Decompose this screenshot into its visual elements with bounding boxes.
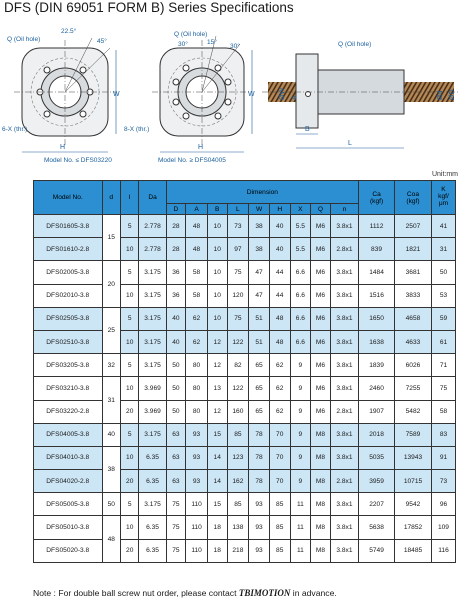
cell-n: 3.8x1 bbox=[330, 423, 358, 446]
cell-k: 109 bbox=[431, 516, 455, 539]
cell-i: 5 bbox=[120, 354, 138, 377]
cell-A: 80 bbox=[186, 400, 208, 423]
cell-B: 18 bbox=[207, 516, 227, 539]
cell-da: 3.175 bbox=[139, 493, 166, 516]
cell-B: 10 bbox=[207, 238, 227, 261]
cell-L: 162 bbox=[227, 470, 249, 493]
cell-i: 10 bbox=[120, 446, 138, 469]
cell-Q: M8 bbox=[311, 539, 331, 562]
footer-note bbox=[33, 588, 337, 598]
dim-h-left: H bbox=[60, 144, 66, 151]
cell-W: 78 bbox=[249, 470, 270, 493]
cell-ca: 1112 bbox=[359, 215, 395, 238]
cell-d: 48 bbox=[102, 516, 120, 562]
cell-D: 36 bbox=[166, 261, 186, 284]
cell-i: 10 bbox=[120, 238, 138, 261]
cell-i: 10 bbox=[120, 284, 138, 307]
cell-coa: 6026 bbox=[395, 354, 432, 377]
cell-D: 50 bbox=[166, 354, 186, 377]
cell-W: 38 bbox=[249, 215, 270, 238]
cell-L: 138 bbox=[227, 516, 249, 539]
cell-Q: M6 bbox=[311, 215, 331, 238]
cell-d: 20 bbox=[102, 261, 120, 307]
cell-X: 5.5 bbox=[290, 238, 311, 261]
cell-B: 10 bbox=[207, 261, 227, 284]
cell-A: 62 bbox=[186, 307, 208, 330]
cell-n: 3.8x1 bbox=[330, 539, 358, 562]
cell-L: 218 bbox=[227, 539, 249, 562]
cell-L: 85 bbox=[227, 493, 249, 516]
cell-model: DFS02505-3.8 bbox=[34, 307, 103, 330]
header-ca: Ca (kgf) bbox=[359, 181, 395, 215]
cell-Q: M6 bbox=[311, 354, 331, 377]
cell-da: 3.175 bbox=[139, 261, 166, 284]
cell-H: 70 bbox=[269, 446, 290, 469]
unit-label: Unit:mm bbox=[431, 171, 458, 178]
cell-D: 75 bbox=[166, 493, 186, 516]
cell-D: 40 bbox=[166, 307, 186, 330]
cell-L: 85 bbox=[227, 423, 249, 446]
cell-k: 71 bbox=[431, 354, 455, 377]
oil-hole-label-right: Q (Oil hole) bbox=[338, 41, 372, 48]
cell-X: 6.6 bbox=[290, 261, 311, 284]
cell-k: 75 bbox=[431, 377, 455, 400]
cell-k: 59 bbox=[431, 307, 455, 330]
cell-L: 97 bbox=[227, 238, 249, 261]
cell-model: DFS03205-3.8 bbox=[34, 354, 103, 377]
cell-coa: 18485 bbox=[395, 539, 432, 562]
header-da: Da bbox=[139, 181, 166, 215]
cell-model: DFS02510-3.8 bbox=[34, 330, 103, 353]
cell-B: 14 bbox=[207, 446, 227, 469]
cell-coa: 10715 bbox=[395, 470, 432, 493]
cell-da: 3.175 bbox=[139, 330, 166, 353]
cell-Q: M6 bbox=[311, 284, 331, 307]
cell-H: 44 bbox=[269, 261, 290, 284]
cell-D: 40 bbox=[166, 330, 186, 353]
cell-model: DFS01610-2.8 bbox=[34, 238, 103, 261]
cell-da: 6.35 bbox=[139, 539, 166, 562]
cell-Q: M6 bbox=[311, 400, 331, 423]
page-title: DFS (DIN 69051 FORM B) Series Specifications bbox=[4, 0, 294, 15]
cell-A: 110 bbox=[186, 493, 208, 516]
cell-d: 38 bbox=[102, 446, 120, 492]
cell-D: 50 bbox=[166, 400, 186, 423]
cell-da: 3.175 bbox=[139, 307, 166, 330]
cell-W: 38 bbox=[249, 238, 270, 261]
cell-Q: M6 bbox=[311, 238, 331, 261]
cell-X: 11 bbox=[290, 493, 311, 516]
header-D: D bbox=[166, 204, 186, 215]
cell-i: 20 bbox=[120, 470, 138, 493]
dim-l: L bbox=[348, 140, 352, 147]
cell-Q: M8 bbox=[311, 493, 331, 516]
cell-da: 3.175 bbox=[139, 423, 166, 446]
cell-A: 62 bbox=[186, 330, 208, 353]
cell-ca: 1839 bbox=[359, 354, 395, 377]
cell-i: 5 bbox=[120, 493, 138, 516]
cell-B: 15 bbox=[207, 423, 227, 446]
cell-Q: M6 bbox=[311, 330, 331, 353]
cell-Q: M6 bbox=[311, 307, 331, 330]
oil-hole-label-middle: Q (Oil hole) bbox=[174, 31, 208, 38]
cell-model: DFS05010-3.8 bbox=[34, 516, 103, 539]
cell-d: 15 bbox=[102, 215, 120, 261]
note-suffix: in advance. bbox=[290, 588, 337, 598]
table-row bbox=[34, 215, 456, 238]
cell-B: 18 bbox=[207, 539, 227, 562]
cell-k: 58 bbox=[431, 400, 455, 423]
cell-W: 65 bbox=[249, 354, 270, 377]
cell-H: 40 bbox=[269, 215, 290, 238]
cell-X: 9 bbox=[290, 446, 311, 469]
header-A: A bbox=[186, 204, 208, 215]
oil-hole-label-left: Q (Oil hole) bbox=[7, 36, 41, 43]
cell-B: 10 bbox=[207, 215, 227, 238]
cell-k: 53 bbox=[431, 284, 455, 307]
dim-b: B bbox=[305, 126, 310, 133]
cell-coa: 13943 bbox=[395, 446, 432, 469]
cell-H: 85 bbox=[269, 493, 290, 516]
table-row bbox=[34, 354, 456, 377]
cell-d: 31 bbox=[102, 377, 120, 423]
cell-n: 3.8x1 bbox=[330, 354, 358, 377]
cell-model: DFS05005-3.8 bbox=[34, 493, 103, 516]
cell-A: 80 bbox=[186, 354, 208, 377]
cell-L: 75 bbox=[227, 261, 249, 284]
cell-d: 50 bbox=[102, 493, 120, 516]
cell-coa: 5482 bbox=[395, 400, 432, 423]
header-B: B bbox=[207, 204, 227, 215]
cell-W: 78 bbox=[249, 446, 270, 469]
cell-k: 83 bbox=[431, 423, 455, 446]
cell-A: 93 bbox=[186, 446, 208, 469]
header-d: d bbox=[102, 181, 120, 215]
flange-view-middle bbox=[124, 31, 255, 164]
header-k: K kgf/ μm bbox=[431, 181, 455, 215]
dim-dia-d-small: Ød bbox=[437, 90, 444, 100]
cell-ca: 2207 bbox=[359, 493, 395, 516]
cell-X: 6.6 bbox=[290, 330, 311, 353]
cell-k: 61 bbox=[431, 330, 455, 353]
cell-B: 12 bbox=[207, 330, 227, 353]
table-row bbox=[34, 330, 456, 353]
cell-W: 47 bbox=[249, 284, 270, 307]
table-row bbox=[34, 423, 456, 446]
cell-i: 10 bbox=[120, 330, 138, 353]
cell-H: 62 bbox=[269, 400, 290, 423]
cell-A: 48 bbox=[186, 215, 208, 238]
cell-k: 91 bbox=[431, 446, 455, 469]
cell-Q: M8 bbox=[311, 470, 331, 493]
cell-X: 6.6 bbox=[290, 284, 311, 307]
cell-H: 44 bbox=[269, 284, 290, 307]
cell-i: 5 bbox=[120, 423, 138, 446]
cell-da: 6.35 bbox=[139, 516, 166, 539]
dim-w-left: W bbox=[113, 91, 120, 98]
cell-i: 5 bbox=[120, 307, 138, 330]
note-prefix: Note : For double ball screw nut order, please contact bbox=[33, 588, 239, 598]
cell-Q: M6 bbox=[311, 261, 331, 284]
cell-da: 6.35 bbox=[139, 446, 166, 469]
cell-X: 6.6 bbox=[290, 307, 311, 330]
specification-table bbox=[33, 180, 456, 563]
cell-W: 65 bbox=[249, 400, 270, 423]
cell-D: 63 bbox=[166, 446, 186, 469]
dim-a: A bbox=[291, 95, 298, 100]
cell-Q: M8 bbox=[311, 446, 331, 469]
cell-k: 96 bbox=[431, 493, 455, 516]
cell-X: 9 bbox=[290, 354, 311, 377]
table-row bbox=[34, 307, 456, 330]
cell-n: 3.8x1 bbox=[330, 446, 358, 469]
cell-D: 50 bbox=[166, 377, 186, 400]
cell-X: 9 bbox=[290, 423, 311, 446]
cell-ca: 5035 bbox=[359, 446, 395, 469]
table-row bbox=[34, 400, 456, 423]
thread-label-middle: 8-X (thr.) bbox=[124, 126, 150, 133]
cell-n: 2.8x1 bbox=[330, 470, 358, 493]
cell-k: 41 bbox=[431, 215, 455, 238]
cell-da: 3.969 bbox=[139, 377, 166, 400]
cell-n: 3.8x1 bbox=[330, 215, 358, 238]
cell-model: DFS02005-3.8 bbox=[34, 261, 103, 284]
cell-B: 10 bbox=[207, 307, 227, 330]
flange-view-left bbox=[2, 27, 120, 164]
table-row bbox=[34, 446, 456, 469]
cell-D: 63 bbox=[166, 423, 186, 446]
cell-n: 2.8x1 bbox=[330, 238, 358, 261]
cell-model: DFS04005-3.8 bbox=[34, 423, 103, 446]
cell-coa: 17852 bbox=[395, 516, 432, 539]
cell-L: 120 bbox=[227, 284, 249, 307]
cell-n: 2.8x1 bbox=[330, 400, 358, 423]
cell-ca: 2460 bbox=[359, 377, 395, 400]
cell-model: DFS04010-3.8 bbox=[34, 446, 103, 469]
cell-H: 70 bbox=[269, 470, 290, 493]
cell-model: DFS02010-3.8 bbox=[34, 284, 103, 307]
cell-H: 62 bbox=[269, 377, 290, 400]
cell-D: 75 bbox=[166, 516, 186, 539]
cell-H: 62 bbox=[269, 354, 290, 377]
table-row bbox=[34, 493, 456, 516]
header-W: W bbox=[249, 204, 270, 215]
cell-coa: 4658 bbox=[395, 307, 432, 330]
angle-2-middle: 15° bbox=[207, 39, 217, 46]
cell-ca: 1638 bbox=[359, 330, 395, 353]
cell-model: DFS05020-3.8 bbox=[34, 539, 103, 562]
cell-X: 11 bbox=[290, 516, 311, 539]
cell-k: 116 bbox=[431, 539, 455, 562]
cell-da: 6.35 bbox=[139, 470, 166, 493]
cell-W: 78 bbox=[249, 423, 270, 446]
cell-i: 10 bbox=[120, 377, 138, 400]
cell-k: 31 bbox=[431, 238, 455, 261]
cell-n: 3.8x1 bbox=[330, 307, 358, 330]
cell-H: 85 bbox=[269, 539, 290, 562]
cell-ca: 2018 bbox=[359, 423, 395, 446]
cell-W: 47 bbox=[249, 261, 270, 284]
header-dimension: Dimension bbox=[166, 181, 358, 204]
cell-A: 58 bbox=[186, 261, 208, 284]
cell-B: 14 bbox=[207, 470, 227, 493]
cell-L: 122 bbox=[227, 330, 249, 353]
cell-D: 36 bbox=[166, 284, 186, 307]
cell-ca: 5638 bbox=[359, 516, 395, 539]
cell-coa: 2507 bbox=[395, 215, 432, 238]
cell-B: 15 bbox=[207, 493, 227, 516]
cell-X: 11 bbox=[290, 539, 311, 562]
cell-Q: M6 bbox=[311, 377, 331, 400]
cell-n: 3.8x1 bbox=[330, 261, 358, 284]
cell-model: DFS04020-2.8 bbox=[34, 470, 103, 493]
cell-L: 82 bbox=[227, 354, 249, 377]
cell-X: 9 bbox=[290, 400, 311, 423]
cell-W: 93 bbox=[249, 493, 270, 516]
cell-X: 5.5 bbox=[290, 215, 311, 238]
cell-W: 93 bbox=[249, 516, 270, 539]
cell-X: 9 bbox=[290, 377, 311, 400]
cell-n: 3.8x1 bbox=[330, 330, 358, 353]
cell-L: 73 bbox=[227, 215, 249, 238]
cell-i: 5 bbox=[120, 215, 138, 238]
cell-ca: 3959 bbox=[359, 470, 395, 493]
cell-coa: 9542 bbox=[395, 493, 432, 516]
cell-ca: 1484 bbox=[359, 261, 395, 284]
cell-H: 70 bbox=[269, 423, 290, 446]
cell-n: 3.8x1 bbox=[330, 377, 358, 400]
cell-W: 51 bbox=[249, 330, 270, 353]
cell-ca: 1907 bbox=[359, 400, 395, 423]
header-Q: Q bbox=[311, 204, 331, 215]
header-n: n bbox=[330, 204, 358, 215]
cell-d: 32 bbox=[102, 354, 120, 377]
angle-1-left: 22.5° bbox=[61, 28, 77, 35]
dim-h-middle: H bbox=[198, 144, 204, 151]
cell-A: 110 bbox=[186, 539, 208, 562]
cell-H: 40 bbox=[269, 238, 290, 261]
cell-B: 10 bbox=[207, 284, 227, 307]
cell-coa: 3833 bbox=[395, 284, 432, 307]
cell-da: 3.175 bbox=[139, 284, 166, 307]
table-row bbox=[34, 377, 456, 400]
cell-ca: 839 bbox=[359, 238, 395, 261]
header-coa: Coa (kgf) bbox=[395, 181, 432, 215]
cell-D: 63 bbox=[166, 470, 186, 493]
cell-i: 10 bbox=[120, 516, 138, 539]
cell-da: 3.969 bbox=[139, 400, 166, 423]
cell-i: 20 bbox=[120, 400, 138, 423]
cell-model: DFS01605-3.8 bbox=[34, 215, 103, 238]
table-row bbox=[34, 261, 456, 284]
cell-coa: 7255 bbox=[395, 377, 432, 400]
header-H: H bbox=[269, 204, 290, 215]
cell-n: 3.8x1 bbox=[330, 493, 358, 516]
cell-H: 48 bbox=[269, 307, 290, 330]
cell-model: DFS03210-3.8 bbox=[34, 377, 103, 400]
cell-d: 25 bbox=[102, 307, 120, 353]
cell-i: 5 bbox=[120, 261, 138, 284]
header-X: X bbox=[290, 204, 311, 215]
note-brand: TBIMOTION bbox=[238, 588, 291, 598]
table-row bbox=[34, 516, 456, 539]
header-model: Model No. bbox=[34, 181, 103, 215]
header-i: I bbox=[120, 181, 138, 215]
cell-W: 65 bbox=[249, 377, 270, 400]
cell-Q: M8 bbox=[311, 423, 331, 446]
cell-A: 93 bbox=[186, 470, 208, 493]
angle-2-left: 45° bbox=[97, 38, 107, 45]
cell-A: 80 bbox=[186, 377, 208, 400]
angle-1-middle: 30° bbox=[178, 41, 188, 48]
cell-L: 160 bbox=[227, 400, 249, 423]
cell-model: DFS03220-2.8 bbox=[34, 400, 103, 423]
cell-A: 93 bbox=[186, 423, 208, 446]
cell-coa: 4633 bbox=[395, 330, 432, 353]
nut-side-view bbox=[262, 41, 458, 148]
cell-ca: 5749 bbox=[359, 539, 395, 562]
cell-k: 50 bbox=[431, 261, 455, 284]
cell-da: 2.778 bbox=[139, 215, 166, 238]
cell-i: 20 bbox=[120, 539, 138, 562]
cell-A: 110 bbox=[186, 516, 208, 539]
dim-dia-w: ØW bbox=[279, 87, 286, 100]
table-row bbox=[34, 284, 456, 307]
cell-n: 3.8x1 bbox=[330, 284, 358, 307]
dim-dia-d: ØD bbox=[449, 89, 456, 100]
cell-ca: 1516 bbox=[359, 284, 395, 307]
cell-L: 75 bbox=[227, 307, 249, 330]
table-row bbox=[34, 238, 456, 261]
cell-d: 40 bbox=[102, 423, 120, 446]
cell-L: 122 bbox=[227, 377, 249, 400]
cell-D: 75 bbox=[166, 539, 186, 562]
cell-da: 2.778 bbox=[139, 238, 166, 261]
header-L: L bbox=[227, 204, 249, 215]
cell-ca: 1650 bbox=[359, 307, 395, 330]
cell-D: 28 bbox=[166, 215, 186, 238]
angle-3-middle: 30° bbox=[230, 43, 240, 50]
cell-X: 9 bbox=[290, 470, 311, 493]
cell-Q: M8 bbox=[311, 516, 331, 539]
cell-coa: 7589 bbox=[395, 423, 432, 446]
technical-drawing bbox=[0, 18, 462, 170]
model-ref-middle: Model No. ≥ DFS04005 bbox=[158, 157, 226, 164]
cell-coa: 1821 bbox=[395, 238, 432, 261]
cell-A: 48 bbox=[186, 238, 208, 261]
thread-label-left: 6-X (thr.) bbox=[2, 126, 28, 133]
cell-A: 58 bbox=[186, 284, 208, 307]
cell-B: 12 bbox=[207, 400, 227, 423]
cell-W: 51 bbox=[249, 307, 270, 330]
model-ref-left: Model No. ≤ DFS03220 bbox=[44, 157, 112, 164]
cell-n: 3.8x1 bbox=[330, 516, 358, 539]
cell-coa: 3681 bbox=[395, 261, 432, 284]
cell-L: 123 bbox=[227, 446, 249, 469]
dim-w-middle: W bbox=[248, 91, 255, 98]
cell-k: 73 bbox=[431, 470, 455, 493]
cell-D: 28 bbox=[166, 238, 186, 261]
table-row bbox=[34, 539, 456, 562]
cell-da: 3.175 bbox=[139, 354, 166, 377]
cell-W: 93 bbox=[249, 539, 270, 562]
cell-B: 13 bbox=[207, 377, 227, 400]
cell-H: 48 bbox=[269, 330, 290, 353]
cell-H: 85 bbox=[269, 516, 290, 539]
table-row bbox=[34, 470, 456, 493]
cell-B: 12 bbox=[207, 354, 227, 377]
